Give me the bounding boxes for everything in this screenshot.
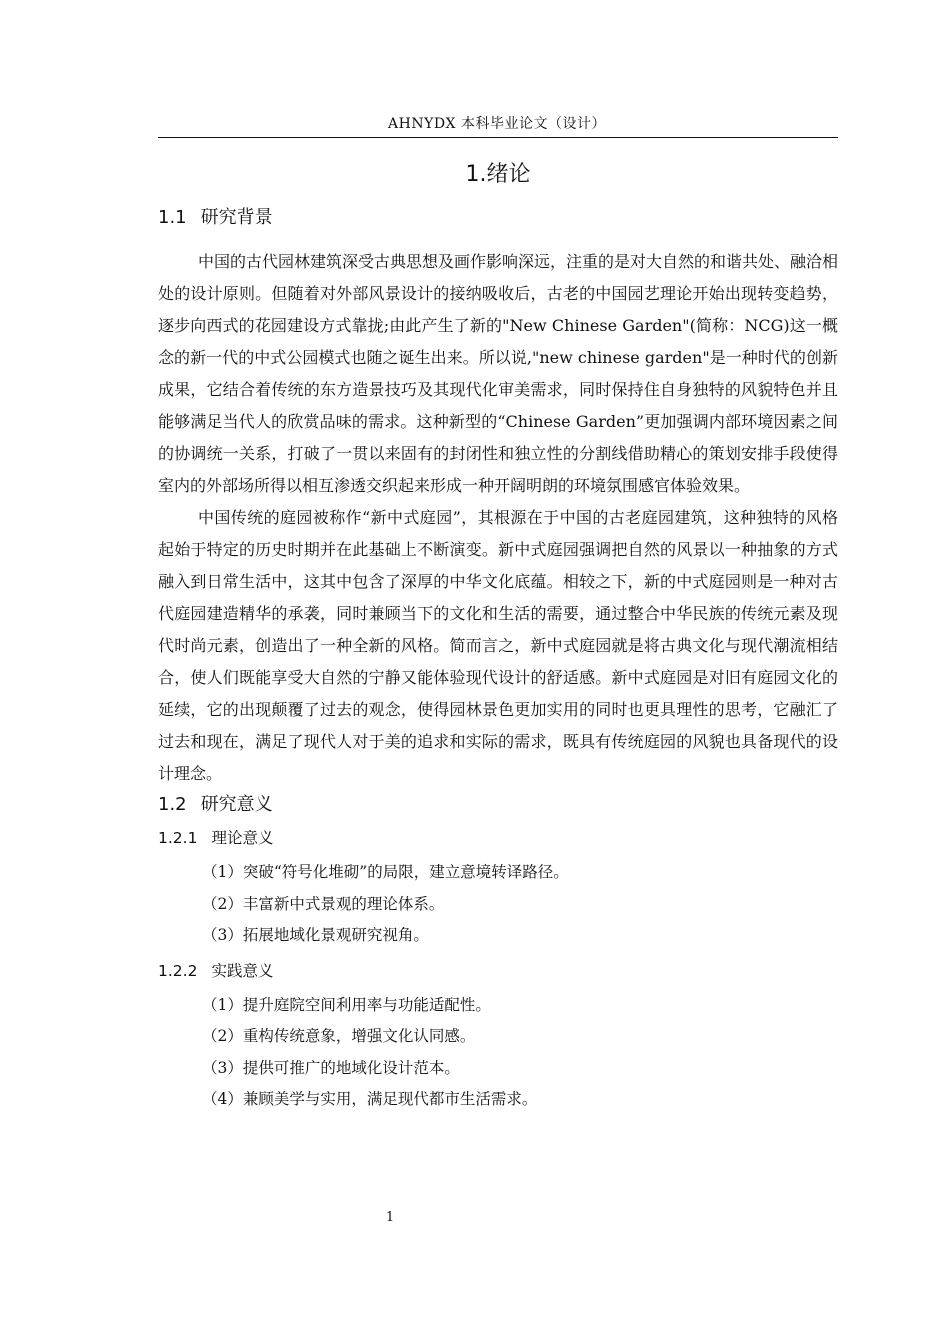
list-item: （4）兼顾美学与实用，满足现代都市生活需求。 [202, 1090, 538, 1108]
list-item: （2）重构传统意象，增强文化认同感。 [202, 1027, 476, 1045]
paragraph: 中国的古代园林建筑深受古典思想及画作影响深远，注重的是对大自然的和谐共处、融洽相处的设计原则。但随着对外部风景设计的接纳吸收后，古老的中国园艺理论开始出现转变趋势，逐步向西式的花园建设方式靠拢;由此产生了新的"New Chinese Garden"(简称：NCG)这一概念的新一代的中式公园模式也随之诞生出来。所以说,"new chinese garden"是一种时代的创新成果，它结合着传统的东方造景技巧及其现代化审美需求，同时保持住自身独特的风貌特色并且能够满足当代人的欣赏品味的需求。这种新型的“Chinese Garden”更加强调内部环境因素之间的协调统一关系，打破了一贯以来固有的封闭性和独立性的分割线借助精心的策划安排手段使得室内的外部场所得以相互渗透交织起来形成一种开阔明朗的环境氛围感官体验效果。 [158, 252, 839, 495]
section-title: 研究意义 [200, 794, 273, 815]
list-item: （3）提供可推广的地域化设计范本。 [202, 1058, 460, 1077]
section-number: 1.2 [158, 794, 187, 815]
subsection-number: 1.2.1 [158, 829, 198, 847]
list-item: （1）突破“符号化堆砌”的局限，建立意境转译路径。 [202, 863, 569, 881]
list-item: （1）提升庭院空间利用率与功能适配性。 [202, 995, 491, 1014]
theory-significance-list [158, 857, 838, 952]
subsection-title: 理论意义 [211, 829, 274, 847]
section-heading-1-2 [158, 790, 838, 823]
subsection-number: 1.2.2 [158, 961, 198, 980]
section-title: 研究背景 [200, 207, 273, 228]
paragraph: 中国传统的庭园被称作“新中式庭园”，其根源在于中国的古老庭园建筑，这种独特的风格起始于特定的历史时期并在此基础上不断演变。新中式庭园强调把自然的风景以一种抽象的方式融入到日常生活中，这其中包含了深厚的中华文化底蕴。相较之下，新的中式庭园则是一种对古代庭园建造精华的承袭，同时兼顾当下的文化和生活的需要，通过整合中华民族的传统元素及现代时尚元素，创造出了一种全新的风格。简而言之，新中式庭园就是将古典文化与现代潮流相结合，使人们既能享受大自然的宁静又能体验现代设计的舒适感。新中式庭园是对旧有庭园文化的延续，它的出现颠覆了过去的观念，使得园林景色更加实用的同时也更具理性的思考，它融汇了过去和现在，满足了现代人对于美的追求和实际的需求，既具有传统庭园的风貌也具备现代的设计理念。 [158, 508, 838, 783]
document-body [158, 203, 838, 1120]
list-item: （3）拓展地域化景观研究视角。 [202, 926, 429, 944]
page-number: 1 [385, 1210, 395, 1225]
section-heading-1-1 [158, 203, 838, 236]
subsection-heading-1-2-1 [158, 823, 838, 853]
chapter-title: 1.绪论 [465, 162, 531, 187]
list-item: （2）丰富新中式景观的理论体系。 [202, 894, 445, 913]
page-header: AHNYDX 本科毕业论文（设计） [388, 116, 606, 132]
subsection-title: 实践意义 [211, 961, 274, 980]
subsection-heading-1-2-2 [158, 956, 838, 986]
practice-significance-list [158, 990, 838, 1116]
section-number: 1.1 [158, 207, 187, 228]
header-divider [158, 137, 838, 138]
